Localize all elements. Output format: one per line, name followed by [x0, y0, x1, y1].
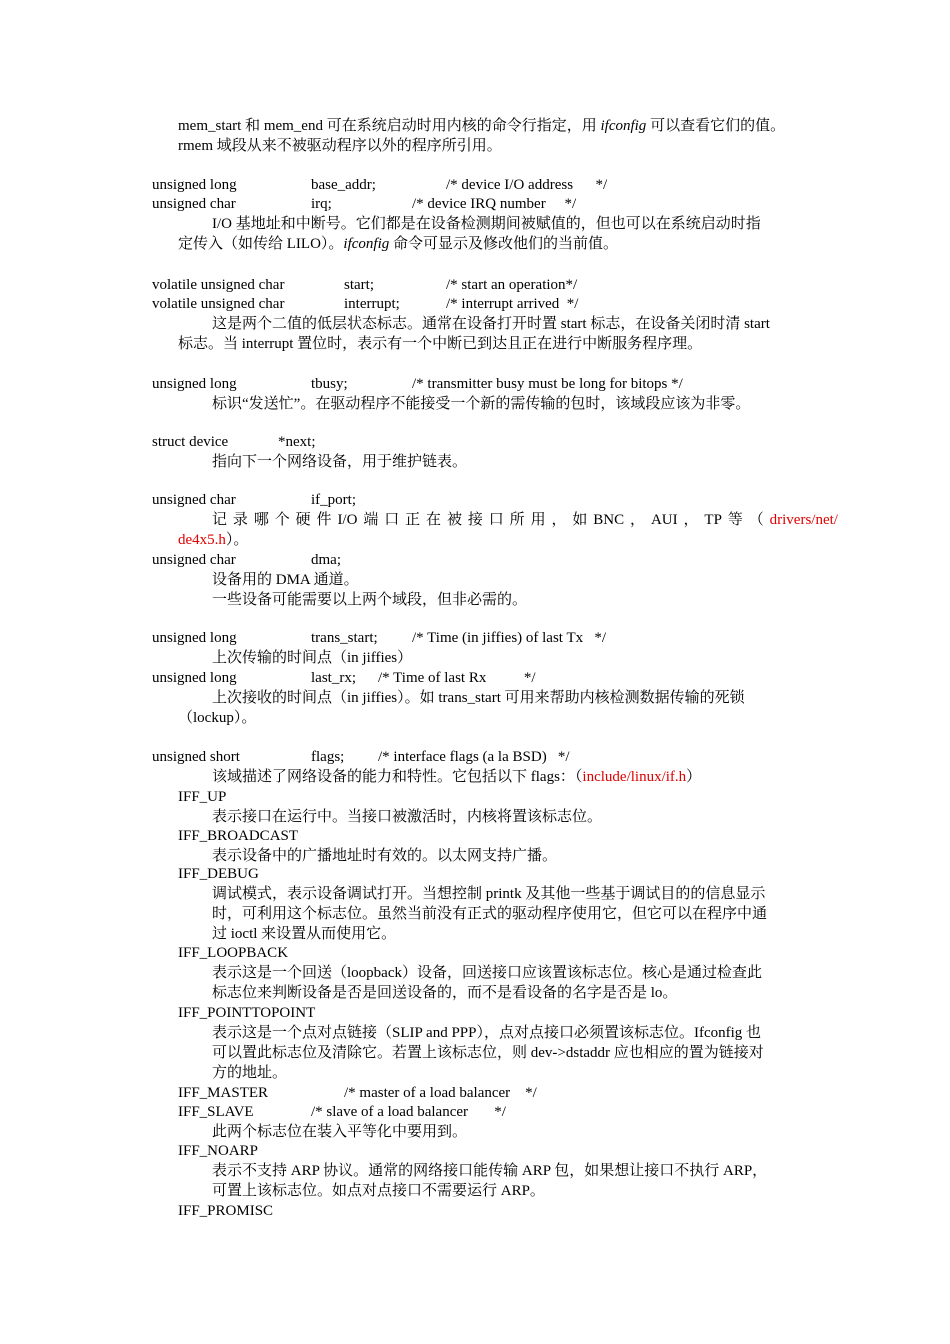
if-port-word: （	[748, 512, 764, 528]
if-port-source-path: drivers/net/	[769, 512, 838, 528]
next-type: struct device	[152, 434, 229, 450]
if-port-desc-line-1	[212, 510, 838, 530]
if-port-word: 在	[426, 512, 442, 528]
if-port-word: 端	[363, 512, 379, 528]
trans-start-name: trans_start;	[311, 630, 378, 646]
base-addr-name: base_addr;	[311, 177, 376, 193]
state-desc-line-2: 标志。当 interrupt 置位时，表示有一个中断已到达且正在进行中断服务程序理。	[178, 336, 703, 352]
irq-comment: /* device IRQ number */	[412, 196, 577, 212]
iff-broadcast-name: IFF_BROADCAST	[178, 828, 299, 844]
iff-debug-desc-2: 时，可利用这个标志位。虽然当前没有正式的驱动程序使用它，但它可以在程序中通	[212, 906, 768, 922]
flags-name: flags;	[311, 749, 345, 765]
if-port-type: unsigned char	[152, 492, 236, 508]
if-port-word: 如	[572, 512, 588, 528]
intro-text: mem_start 和 mem_end 可在系统启动时用内核的命令行指定，用	[178, 118, 601, 134]
flags-comment: /* interface flags (a la BSD) */	[378, 749, 570, 765]
iff-broadcast-desc: 表示设备中的广播地址时有效的。以太网支持广播。	[212, 848, 558, 864]
base-addr-comment: /* device I/O address */	[446, 177, 608, 193]
if-port-word: 个	[274, 512, 290, 528]
io-desc-line-1: I/O 基地址和中断号。它们都是在设备检测期间被赋值的，但也可以在系统启动时指	[212, 216, 761, 232]
iff-pointtopoint-desc-1: 表示这是一个点对点链接（SLIP and PPP），点对点接口必须置该标志位。Ifconfig 也	[212, 1025, 762, 1041]
if-port-word: 正	[405, 512, 421, 528]
if-port-word: 被	[446, 512, 462, 528]
flags-desc	[212, 767, 701, 787]
if-port-word: 录	[232, 512, 248, 528]
trans-start-type: unsigned long	[152, 630, 237, 646]
iff-up-desc: 表示接口在运行中。当接口被激活时，内核将置该标志位。	[212, 809, 603, 825]
if-port-desc-line-2	[178, 530, 248, 550]
ifconfig-term-2: ifconfig	[343, 236, 390, 252]
irq-type: unsigned char	[152, 196, 236, 212]
last-rx-desc-line-2: （lockup）。	[178, 710, 257, 726]
iff-loopback-name: IFF_LOOPBACK	[178, 945, 289, 961]
iff-master-name: IFF_MASTER	[178, 1085, 269, 1101]
last-rx-desc-line-1: 上次接收的时间点（in jiffies）。如 trans_start 可用来帮助内核检测数据传输的死锁	[212, 690, 745, 706]
start-comment: /* start an operation*/	[446, 277, 578, 293]
if-port-source-file: de4x5.h	[178, 532, 226, 548]
tbusy-desc: 标识“发送忙”。在驱动程序不能接受一个新的需传输的包时，该域段应该为非零。	[212, 396, 751, 412]
dma-desc-line-1: 设备用的 DMA 通道。	[212, 572, 359, 588]
trans-start-comment: /* Time (in jiffies) of last Tx */	[412, 630, 607, 646]
if-port-word: ，	[630, 512, 646, 528]
interrupt-type: volatile unsigned char	[152, 296, 285, 312]
state-desc-line-1: 这是两个二值的低层状态标志。通常在设备打开时置 start 标志，在设备关闭时清 start	[212, 316, 770, 332]
iff-slave-comment: /* slave of a load balancer */	[311, 1104, 506, 1120]
if-port-word: 记	[212, 512, 228, 528]
if-port-word: 所	[509, 512, 525, 528]
next-desc: 指向下一个网络设备，用于维护链表。	[212, 454, 468, 470]
iff-promisc-name: IFF_PROMISC	[178, 1203, 274, 1219]
interrupt-comment: /* interrupt arrived */	[446, 296, 579, 312]
tbusy-name: tbusy;	[311, 376, 348, 392]
if-port-word: 哪	[253, 512, 269, 528]
dma-name: dma;	[311, 552, 341, 568]
iff-slave-name: IFF_SLAVE	[178, 1104, 254, 1120]
intro-line-1	[178, 116, 785, 136]
last-rx-name: last_rx;	[311, 670, 356, 686]
iff-noarp-desc-2: 可置上该标志位。如点对点接口不需要运行 ARP。	[212, 1183, 545, 1199]
irq-name: irq;	[311, 196, 332, 212]
start-type: volatile unsigned char	[152, 277, 285, 293]
flags-desc-end: ）	[686, 769, 702, 785]
if-port-word: 件	[316, 512, 332, 528]
next-name: *next;	[278, 434, 316, 450]
if-port-word: 接	[467, 512, 483, 528]
iff-pointtopoint-name: IFF_POINTTOPOINT	[178, 1005, 316, 1021]
iff-debug-desc-1: 调试模式，表示设备调试打开。当想控制 printk 及其他一些基于调试目的的信息显示	[212, 886, 766, 902]
if-port-word: ，	[683, 512, 699, 528]
iff-pointtopoint-desc-3: 方的地址。	[212, 1065, 288, 1081]
intro-text-end: 可以查看它们的值。	[646, 118, 786, 134]
if-port-desc-end: ）。	[225, 532, 249, 548]
base-addr-type: unsigned long	[152, 177, 237, 193]
tbusy-comment: /* transmitter busy must be long for bitops */	[412, 376, 683, 392]
last-rx-type: unsigned long	[152, 670, 237, 686]
if-port-name: if_port;	[311, 492, 356, 508]
flags-source-file: include/linux/if.h	[582, 769, 687, 785]
io-desc-text: 定传入（如传给 LILO）。	[178, 236, 344, 252]
if-port-word: AUI	[650, 512, 678, 528]
flags-type: unsigned short	[152, 749, 240, 765]
if-port-word: 口	[488, 512, 504, 528]
start-name: start;	[344, 277, 374, 293]
iff-up-name: IFF_UP	[178, 789, 227, 805]
iff-loopback-desc-1: 表示这是一个回送（loopback）设备，回送接口应该置该标志位。核心是通过检查此	[212, 965, 762, 981]
if-port-word: BNC	[593, 512, 625, 528]
dma-desc-line-2: 一些设备可能需要以上两个域段，但非必需的。	[212, 592, 528, 608]
if-port-word: ，	[551, 512, 567, 528]
iff-debug-desc-3: 过 ioctl 来设置从而使用它。	[212, 926, 397, 942]
dma-type: unsigned char	[152, 552, 236, 568]
master-slave-desc: 此两个标志位在装入平等化中要用到。	[212, 1124, 468, 1140]
ifconfig-term: ifconfig	[600, 118, 647, 134]
trans-start-desc: 上次传输的时间点（in jiffies）	[212, 650, 413, 666]
if-port-word: TP	[704, 512, 722, 528]
if-port-word: 口	[384, 512, 400, 528]
iff-debug-name: IFF_DEBUG	[178, 866, 259, 882]
last-rx-comment: /* Time of last Rx */	[378, 670, 536, 686]
iff-noarp-name: IFF_NOARP	[178, 1143, 259, 1159]
tbusy-type: unsigned long	[152, 376, 237, 392]
io-desc-line-2	[178, 234, 618, 254]
if-port-word: 等	[727, 512, 743, 528]
intro-line-2: rmem 域段从来不被驱动程序以外的程序所引用。	[178, 138, 502, 154]
flags-desc-text: 该域描述了网络设备的能力和特性。它包括以下 flags：（	[212, 769, 583, 785]
iff-pointtopoint-desc-2: 可以置此标志位及清除它。若置上该标志位，则 dev->dstaddr 应也相应的置为链接对	[212, 1045, 764, 1061]
if-port-word: I/O	[337, 512, 358, 528]
iff-loopback-desc-2: 标志位来判断设备是否是回送设备的，而不是看设备的名字是否是 lo。	[212, 985, 678, 1001]
interrupt-name: interrupt;	[344, 296, 400, 312]
io-desc-text-end: 命令可显示及修改他们的当前值。	[389, 236, 618, 252]
if-port-word: 用	[530, 512, 546, 528]
if-port-word: 硬	[295, 512, 311, 528]
iff-noarp-desc-1: 表示不支持 ARP 协议。通常的网络接口能传输 ARP 包，如果想让接口不执行 ARP，	[212, 1163, 768, 1179]
iff-master-comment: /* master of a load balancer */	[344, 1085, 537, 1101]
